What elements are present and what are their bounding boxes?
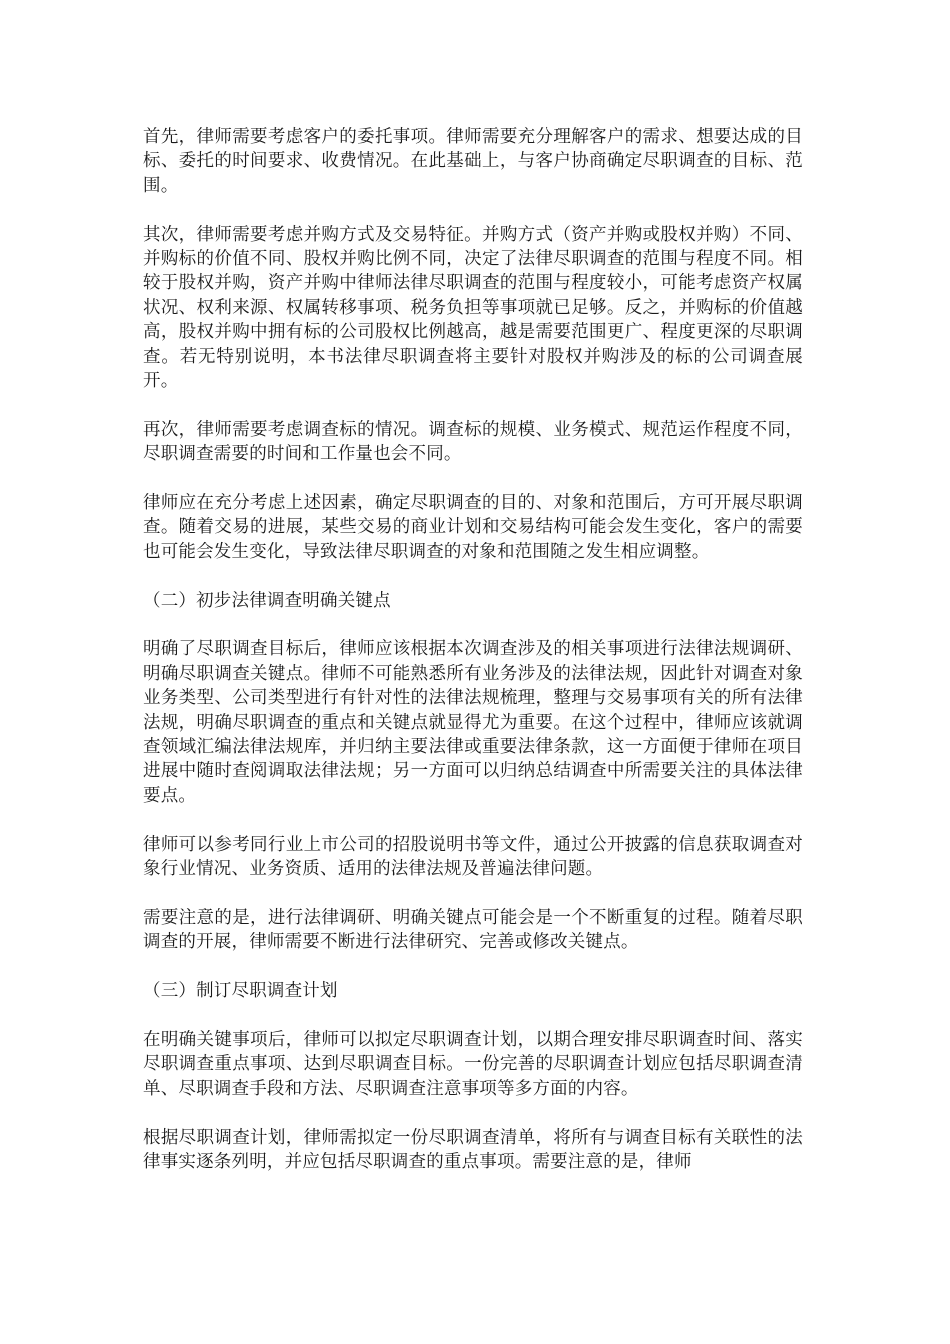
document-body (143, 125, 803, 1174)
section-heading-investigation-plan: （三）制订尽职调查计划 (143, 981, 338, 1002)
paragraph-repeated-process: 需要注意的是，进行法律调研、明确关键点可能会是一个不断重复的过程。随着尽职调查的开展，律师需要不断进行法律研究、完善或修改关键点。 (143, 907, 803, 953)
paragraph-legal-research: 明确了尽职调查目标后，律师应该根据本次调查涉及的相关事项进行法律法规调研、明确尽职调查关键点。律师不可能熟悉所有业务涉及的法律法规，因此针对调查对象业务类型、公司类型进行有针对性的法律法规梳理，整理与交易事项有关的所有法律法规，明确尽职调查的重点和关键点就显得尤为重要。在这个过程中，律师应该就调查领域汇编法律法规库，并归纳主要法律或重要法律条款，这一方面便于律师在项目进展中随时查阅调取法律法规；另一方面可以归纳总结调查中所需要关注的具体法律要点。 (143, 639, 803, 806)
paragraph-merger-method: 其次，律师需要考虑并购方式及交易特征。并购方式（资产并购或股权并购）不同、并购标的价值不同、股权并购比例不同，决定了法律尽职调查的范围与程度不同。相较于股权并购，资产并购中律师法律尽职调查的范围与程度较小，可能考虑资产权属状况、权利来源、权属转移事项、税务负担等事项就已足够。反之，并购标的价值越高，股权并购中拥有标的公司股权比例越高，越是需要范围更广、程度更深的尽职调查。若无特别说明，本书法律尽职调查将主要针对股权并购涉及的标的公司调查展开。 (143, 224, 803, 392)
paragraph-scope-adjustment: 律师应在充分考虑上述因素，确定尽职调查的目的、对象和范围后，方可开展尽职调查。随着交易的进展，某些交易的商业计划和交易结构可能会发生变化，客户的需要也可能会发生变化，导致法律尽职调查的对象和范围随之发生相应调整。 (143, 493, 803, 562)
paragraph-plan-contents: 在明确关键事项后，律师可以拟定尽职调查计划，以期合理安排尽职调查时间、落实尽职调查重点事项、达到尽职调查目标。一份完善的尽职调查计划应包括尽职调查清单、尽职调查手段和方法、尽职调查注意事项等多方面的内容。 (143, 1029, 803, 1099)
paragraph-client-entrustment: 首先，律师需要考虑客户的委托事项。律师需要充分理解客户的需求、想要达成的目标、委托的时间要求、收费情况。在此基础上，与客户协商确定尽职调查的目标、范围。 (143, 127, 803, 196)
paragraph-target-situation: 再次，律师需要考虑调查标的情况。调查标的规模、业务模式、规范运作程度不同，尽职调查需要的时间和工作量也会不同。 (143, 419, 803, 465)
paragraph-checklist: 根据尽职调查计划，律师需拟定一份尽职调查清单，将所有与调查目标有关联性的法律事实逐条列明，并应包括尽职调查的重点事项。需要注意的是，律师 (143, 1127, 803, 1172)
section-heading-preliminary-research: （二）初步法律调查明确关键点 (143, 590, 391, 611)
paragraph-prospectus-reference: 律师可以参考同行业上市公司的招股说明书等文件，通过公开披露的信息获取调查对象行业情况、业务资质、适用的法律法规及普遍法律问题。 (143, 834, 803, 880)
